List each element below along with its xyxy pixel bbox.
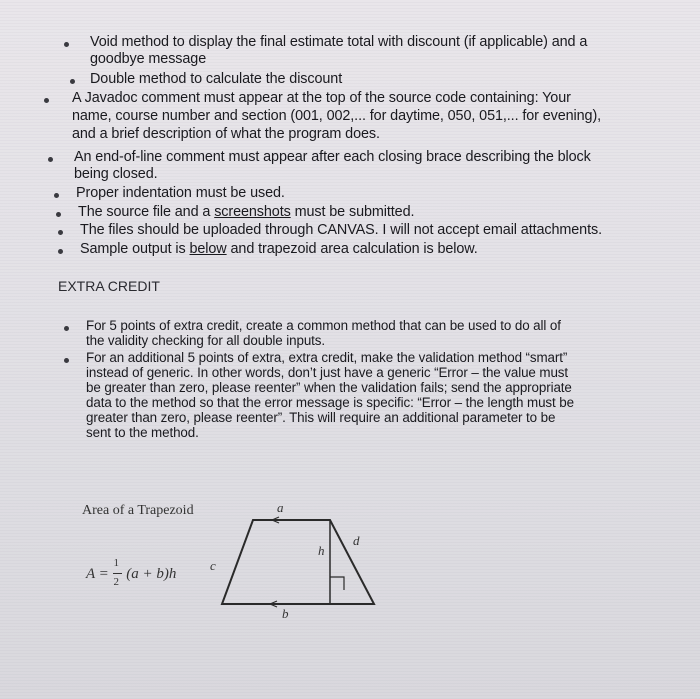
list-item-cont: the validity checking for all double inputs. xyxy=(86,333,326,348)
figure-title: Area of a Trapezoid xyxy=(82,503,194,518)
formula-numerator: 1 xyxy=(113,556,120,569)
list-item: An end-of-line comment must appear after each closing brace describing the block xyxy=(74,149,591,165)
list-item-cont: and a brief description of what the program does. xyxy=(72,126,380,142)
list-item: A Javadoc comment must appear at the top of the source code containing: Your xyxy=(72,90,571,106)
list-item: The files should be uploaded through CANVAS. I will not accept email attachments. xyxy=(80,222,602,238)
formula-denominator: 2 xyxy=(113,575,120,588)
label-a: a xyxy=(277,500,284,515)
fraction-bar xyxy=(113,573,122,574)
below-link[interactable]: below xyxy=(189,241,227,257)
list-item: Void method to display the final estimate total with discount (if applicable) and a xyxy=(90,34,588,50)
list-item-cont: name, course number and section (001, 002,... for daytime, 050, 051,... for evening), xyxy=(72,108,602,124)
list-item-cont: sent to the method. xyxy=(86,425,199,440)
label-d: d xyxy=(353,533,360,548)
list-item: Proper indentation must be used. xyxy=(76,185,285,201)
trapezoid-shape xyxy=(222,520,374,604)
list-item-cont: be greater than zero, please reenter” when the validation fails; send the appropriate xyxy=(86,380,572,395)
list-item-cont: data to the method so that the error message is specific: “Error – the length must be xyxy=(86,395,574,410)
list-item-cont: being closed. xyxy=(74,166,158,182)
list-item-cont: greater than zero, please reenter”. This will require an additional parameter to be xyxy=(86,410,556,425)
list-item: Sample output is below and trapezoid area calculation is below. xyxy=(80,241,478,257)
list-item: For 5 points of extra credit, create a common method that can be used to do all of xyxy=(86,318,561,333)
right-angle-mark xyxy=(330,577,344,590)
list-item: For an additional 5 points of extra, extra credit, make the validation method “smart” xyxy=(86,350,568,365)
list-item-cont: goodbye message xyxy=(90,51,207,67)
label-h: h xyxy=(318,543,325,558)
screenshots-link[interactable]: screenshots xyxy=(214,204,291,220)
list-item: The source file and a screenshots must be submitted. xyxy=(78,204,415,220)
list-item: Double method to calculate the discount xyxy=(90,71,343,87)
label-c: c xyxy=(210,558,216,573)
list-item-cont: instead of generic. In other words, don’t just have a generic “Error – the value must xyxy=(86,365,569,380)
extra-credit-heading: EXTRA CREDIT xyxy=(58,278,160,294)
area-formula: A = $\frac{1}{2}$ (a + b)h xyxy=(86,556,177,588)
label-b: b xyxy=(282,606,289,621)
